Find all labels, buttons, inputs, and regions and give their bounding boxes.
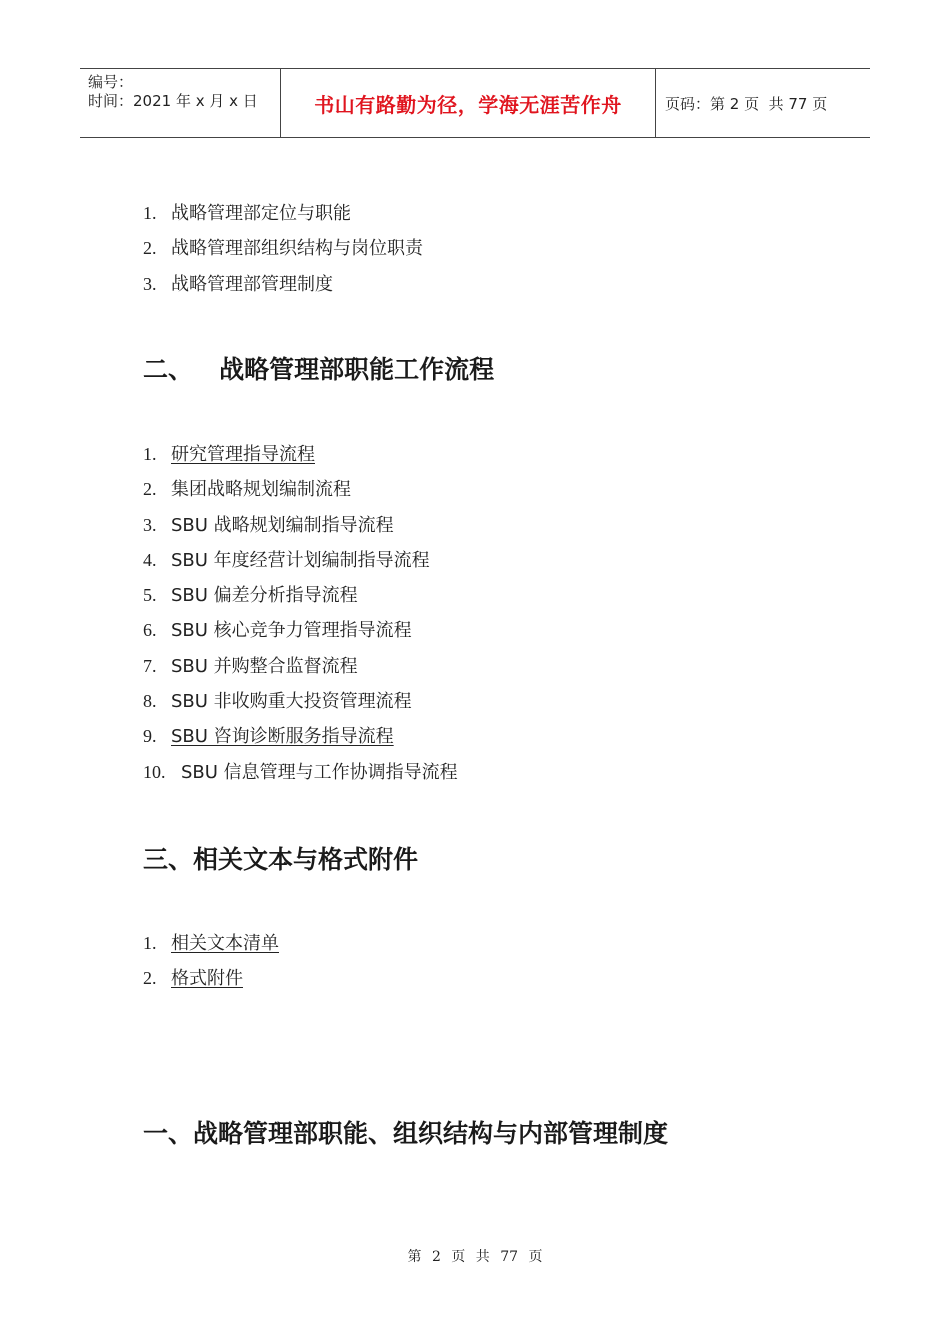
list-item[interactable]: 9. SBU 咨询诊断服务指导流程: [143, 726, 394, 748]
section4-heading: 一、战略管理部职能、组织结构与内部管理制度: [143, 1119, 669, 1148]
header-meta: [80, 69, 280, 137]
list-item: 7. SBU 并购整合监督流程: [143, 655, 358, 677]
list-item: 10. SBU 信息管理与工作协调指导流程: [143, 761, 458, 783]
doc-date: 时间：2021 年 x 月 x 日: [88, 92, 258, 110]
toc-link[interactable]: 研究管理指导流程: [171, 444, 315, 465]
section3-list: [143, 926, 279, 997]
list-item[interactable]: 1. 相关文本清单: [143, 933, 279, 954]
toc-link[interactable]: 相关文本清单: [171, 933, 279, 954]
section3-heading: 三、相关文本与格式附件: [143, 845, 419, 874]
section1-list: [143, 196, 423, 302]
doc-number: 编号：: [88, 73, 134, 91]
section2-list: [143, 437, 458, 790]
toc-link[interactable]: SBU 咨询诊断服务指导流程: [171, 726, 394, 748]
page-footer: 第 2 页 共 77 页: [407, 1249, 543, 1265]
section2-heading: 二、 战略管理部职能工作流程: [143, 355, 495, 384]
list-item: 2. 集团战略规划编制流程: [143, 479, 351, 501]
header-page-info: 页码：第 2 页 共 77 页: [665, 94, 828, 113]
page-header: [80, 68, 870, 138]
list-item: 3. SBU 战略规划编制指导流程: [143, 514, 394, 536]
header-motto: 书山有路勤为径，学海无涯苦作舟: [280, 69, 656, 137]
list-item[interactable]: 1. 研究管理指导流程: [143, 444, 315, 465]
list-item: 2. 战略管理部组织结构与岗位职责: [143, 238, 423, 260]
list-item: 4. SBU 年度经营计划编制指导流程: [143, 549, 430, 571]
list-item: 3. 战略管理部管理制度: [143, 273, 333, 295]
list-item: 1. 战略管理部定位与职能: [143, 203, 351, 224]
toc-link[interactable]: 格式附件: [171, 968, 243, 990]
list-item: 8. SBU 非收购重大投资管理流程: [143, 691, 412, 713]
list-item: 5. SBU 偏差分析指导流程: [143, 585, 358, 607]
list-item[interactable]: 2. 格式附件: [143, 968, 243, 990]
list-item: 6. SBU 核心竞争力管理指导流程: [143, 620, 412, 642]
